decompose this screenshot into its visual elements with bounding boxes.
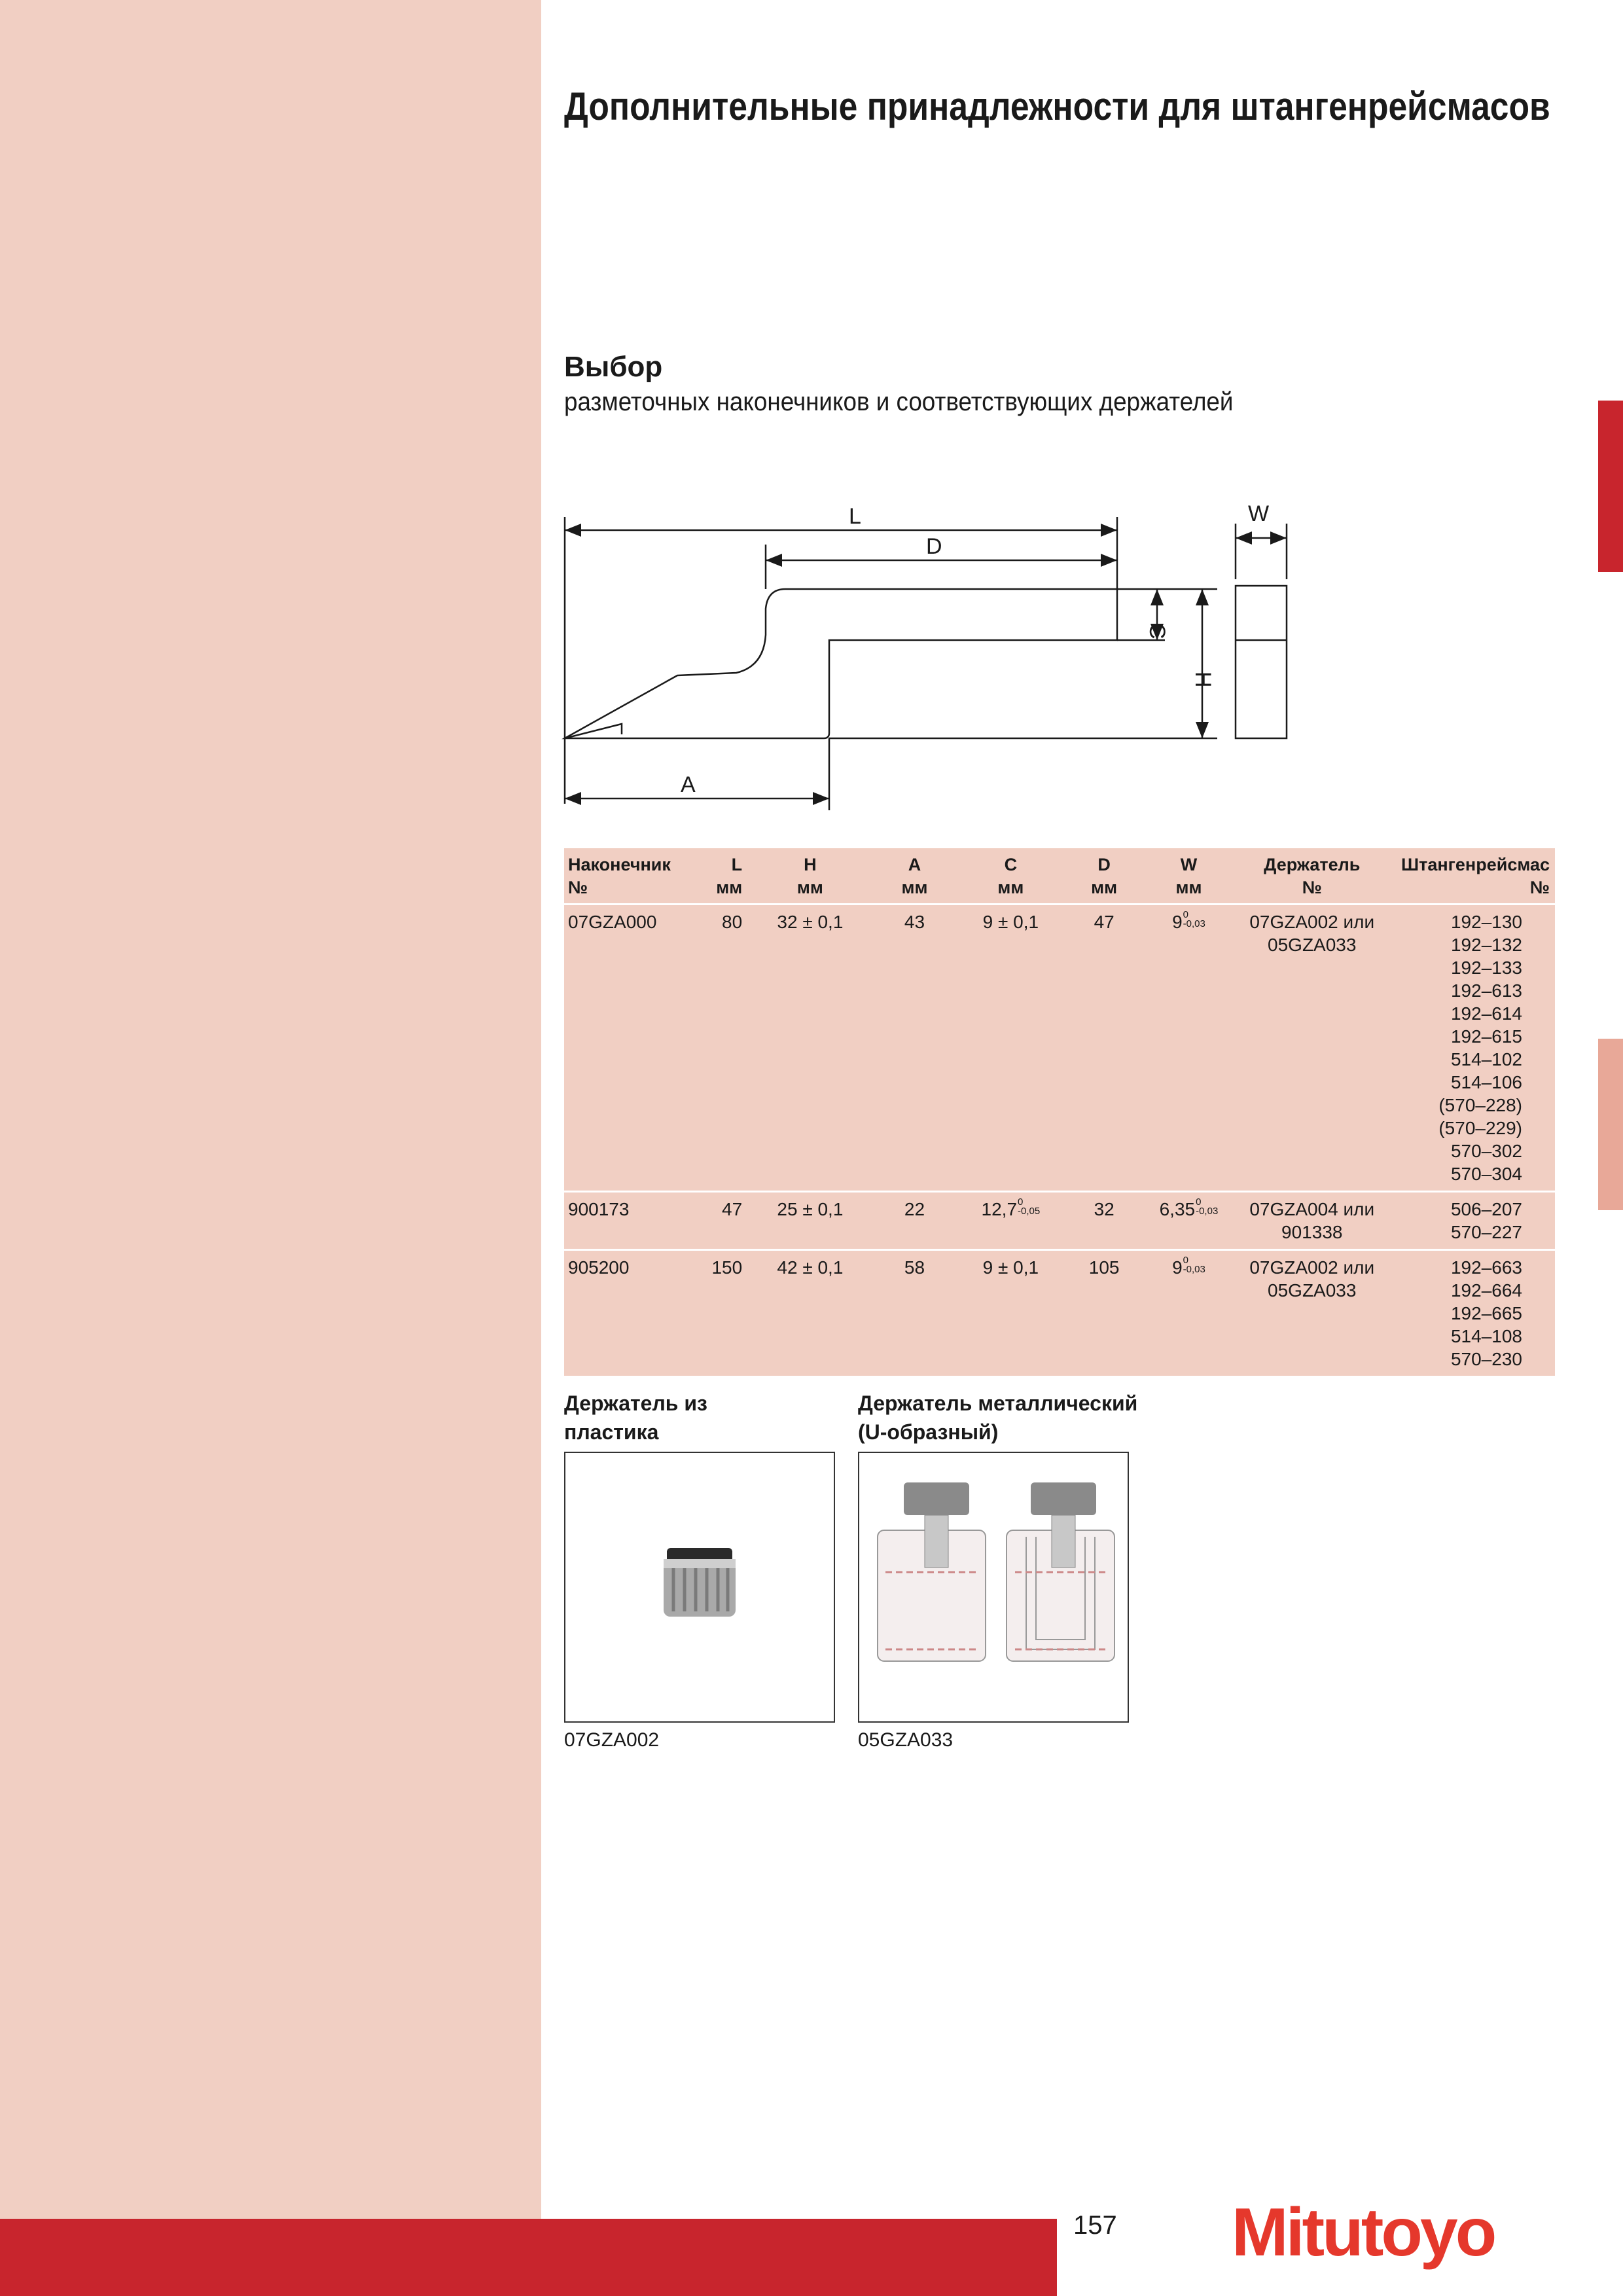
cell-tip: 07GZA000 [564,905,694,1192]
plastic-holder-image [565,1453,834,1721]
page-number: 157 [1073,2211,1117,2240]
table-header-row [564,848,1555,905]
dim-label-a: A [681,772,696,797]
cell-a: 43 [874,905,955,1192]
section-subtitle: разметочных наконечников и соответствующих держателей [564,387,1234,416]
cell-l: 80 [694,905,747,1192]
col-header-c: C мм [955,848,1066,905]
dim-label-l: L [849,504,861,529]
cell-h: 25 ± 0,1 [746,1192,874,1250]
plastic-holder-photo [564,1452,835,1723]
cell-w: 9 0 -0,03 [1142,1250,1236,1377]
cell-d: 32 [1066,1192,1141,1250]
metal-holder-code: 05GZA033 [858,1729,954,1751]
cell-holder: 07GZA002 или 05GZA033 [1236,905,1388,1192]
metal-holder-image [859,1453,1128,1721]
metal-holder-photo [858,1452,1129,1723]
dim-label-h: H [1190,672,1215,688]
col-header-h: H мм [746,848,874,905]
section-title: Выбор [564,351,663,383]
cell-w: 6,35 0 -0,03 [1142,1192,1236,1250]
dim-label-c: C [1145,623,1169,639]
cell-l: 47 [694,1192,747,1250]
cell-c: 12,7 0 -0,05 [955,1192,1066,1250]
tip-side-view [1236,586,1287,738]
cell-c: 9 ± 0,1 [955,1250,1066,1377]
cell-a: 22 [874,1192,955,1250]
dim-label-w: W [1248,501,1270,526]
col-header-tip: Наконечник № [564,848,694,905]
col-header-d: D мм [1066,848,1141,905]
tip-spec-table [564,848,1555,1378]
footer-bar [0,2219,1057,2296]
cell-height-gauges: 506–207 570–227 [1388,1192,1555,1250]
cell-h: 32 ± 0,1 [746,905,874,1192]
tip-point-notch [565,724,622,738]
cell-l: 150 [694,1250,747,1377]
metal-holder-title: Держатель металлический (U-образный) [858,1391,1138,1444]
page-title: Дополнительные принадлежности для штангенрейсмасов [564,84,1550,128]
tip-outline [565,589,1117,738]
cell-c: 9 ± 0,1 [955,905,1066,1192]
dim-label-d: D [926,534,942,559]
chapter-tab [1598,1039,1623,1210]
plastic-holder-code: 07GZA002 [564,1729,660,1751]
cell-holder: 07GZA002 или 05GZA033 [1236,1250,1388,1377]
table-row [564,1250,1555,1377]
table-row [564,1192,1555,1250]
tip-dimension-diagram [560,497,1312,825]
cell-height-gauges: 192–130 192–132 192–133 192–613 192–614 192–615 514–102 514–106 (570–228) (570–229) 570–302 570–304 [1388,905,1555,1192]
chapter-tab-active [1598,401,1623,572]
cell-d: 105 [1066,1250,1141,1377]
col-header-a: A мм [874,848,955,905]
col-header-holder: Держатель № [1236,848,1388,905]
left-sidebar-band [0,0,541,2296]
cell-d: 47 [1066,905,1141,1192]
cell-a: 58 [874,1250,955,1377]
cell-h: 42 ± 0,1 [746,1250,874,1377]
cell-tip: 900173 [564,1192,694,1250]
cell-holder: 07GZA004 или 901338 [1236,1192,1388,1250]
table-row [564,905,1555,1192]
col-header-height-gauge: Штангенрейсмас № [1388,848,1555,905]
cell-w: 9 0 -0,03 [1142,905,1236,1192]
cell-tip: 905200 [564,1250,694,1377]
cell-height-gauges: 192–663 192–664 192–665 514–108 570–230 [1388,1250,1555,1377]
col-header-l: L мм [694,848,747,905]
plastic-holder-title: Держатель из пластика [564,1391,707,1444]
brand-logo: Mitutoyo [1232,2195,1495,2270]
col-header-w: W мм [1142,848,1236,905]
